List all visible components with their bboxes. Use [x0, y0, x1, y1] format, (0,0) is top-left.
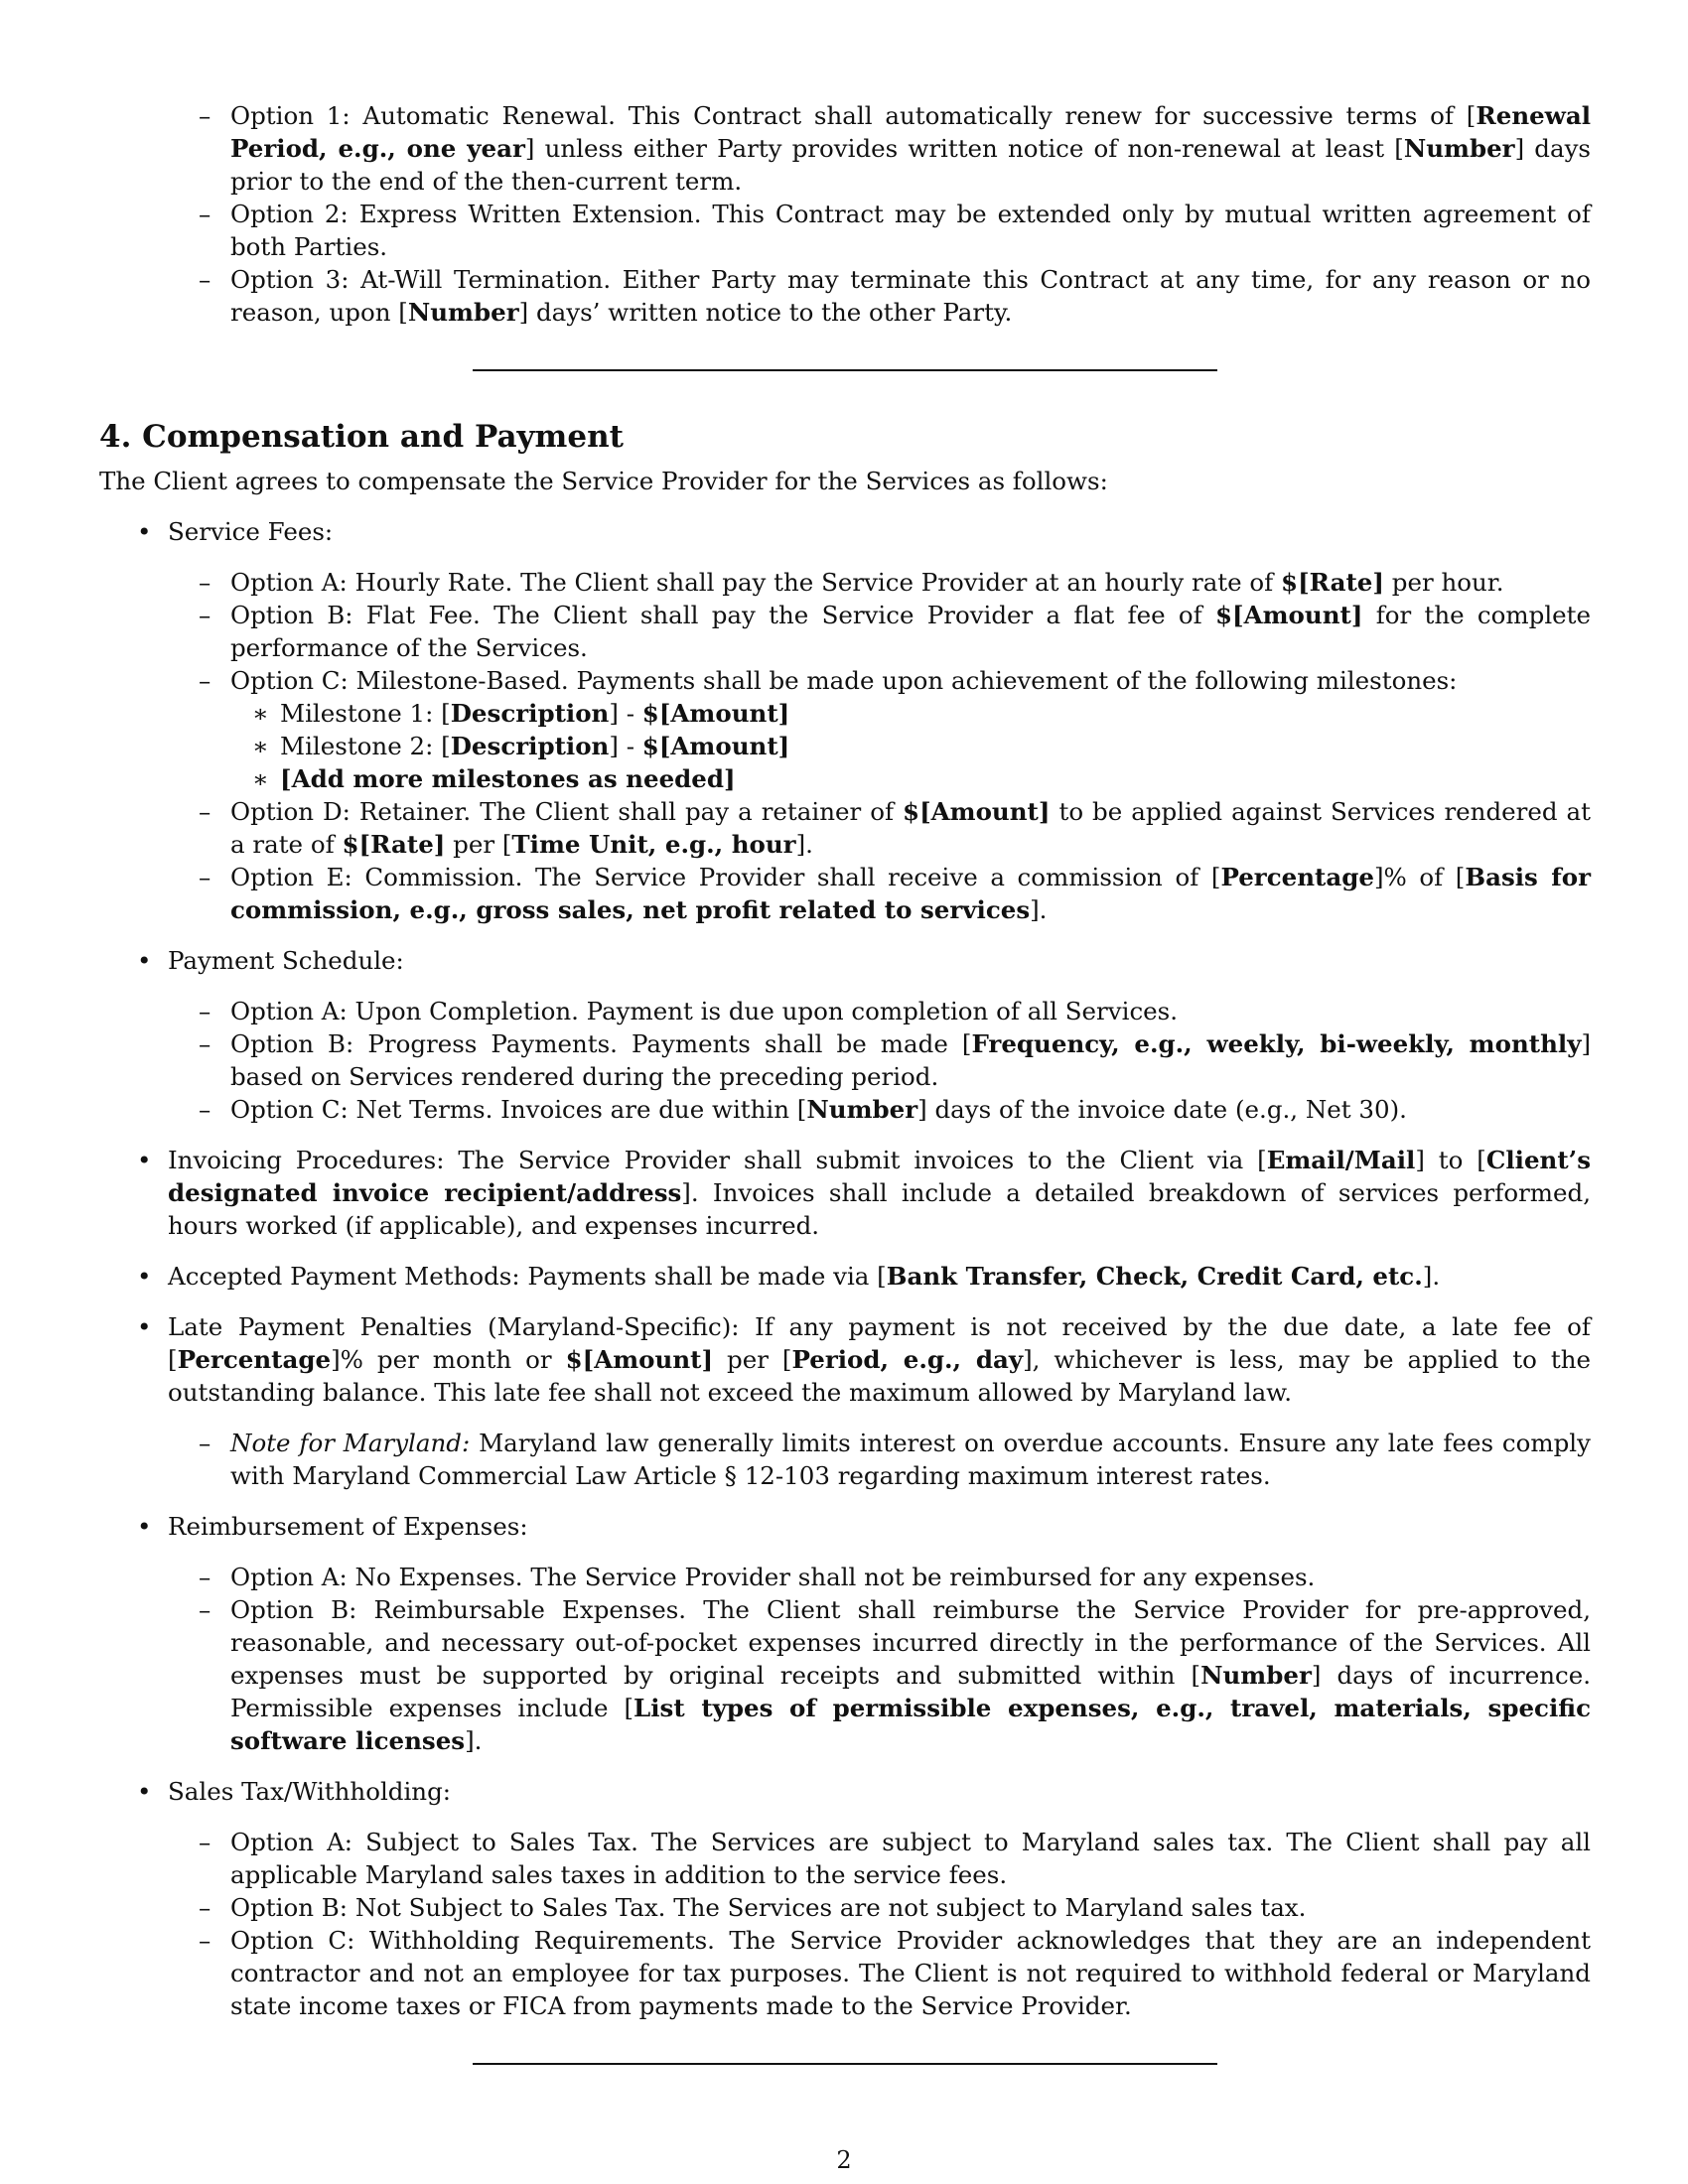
reimbursement-item: • Reimbursement of Expenses:	[137, 1512, 528, 1541]
reimbursement-option-a: – Option A: No Expenses. The Service Provider shall not be reimbursed for any expenses.	[199, 1563, 1316, 1591]
service-fees-option-a: – Option A: Hourly Rate. The Client shall pay the Service Provider at an hourly rate of $[Rate] per hour.	[199, 568, 1504, 597]
late-payment-item: • Late Payment Penalties (Maryland-Specific): If any payment is not received by the due date, a late fee of [Percentage]% per month or $[Amount] per [Period, e.g., day], whichever is less, may be applied to the outstanding balance. This late fee shall not exceed the maximum allowed by Maryland law.	[137, 1312, 1592, 1407]
milestone-more: ∗ [Add more milestones as needed]	[252, 764, 736, 793]
milestone-1: ∗ Milestone 1: [Description] - $[Amount]	[252, 699, 790, 728]
maryland-note: – Note for Maryland: Maryland law generally limits interest on overdue accounts. Ensure any late fees comply with Maryland Commercial Law Article § 12-103 regarding maximum interest rates.	[199, 1429, 1591, 1490]
section-heading: 4. Compensation and Payment	[99, 419, 624, 455]
sales-tax-option-c: – Option C: Withholding Requirements. The Service Provider acknowledges that they are an independent contractor and not an employee for tax purposes. The Client is not required to withhold federal or Maryland state income taxes or FICA from payments made to the Service Provider.	[199, 1926, 1591, 2020]
section-divider-bottom	[473, 2063, 1217, 2065]
service-fees-option-d: – Option D: Retainer. The Client shall pay a retainer of $[Amount] to be applied against Services rendered at a rate of $[Rate] per [Time Unit, e.g., hour].	[199, 797, 1591, 859]
payment-schedule-item: • Payment Schedule:	[137, 946, 404, 975]
renewal-option-2: – Option 2: Express Written Extension. This Contract may be extended only by mutual written agreement of both Parties.	[199, 200, 1591, 261]
sales-tax-option-b: – Option B: Not Subject to Sales Tax. The Services are not subject to Maryland sales tax.	[199, 1893, 1307, 1922]
section-intro: The Client agrees to compensate the Service Provider for the Services as follows:	[99, 467, 1108, 495]
payment-schedule-option-a: – Option A: Upon Completion. Payment is due upon completion of all Services.	[199, 997, 1179, 1025]
renewal-option-1: – Option 1: Automatic Renewal. This Contract shall automatically renew for successive terms of [Renewal Period, e.g., one year] unless either Party provides written notice of non-renewal at least [Number] days prior to the end of the then-current term.	[199, 101, 1591, 196]
payment-schedule-option-b: – Option B: Progress Payments. Payments shall be made [Frequency, e.g., weekly, bi-weekly, monthly] based on Services rendered during the preceding period.	[199, 1029, 1591, 1091]
document-page	[99, 99, 1591, 2065]
sales-tax-item: • Sales Tax/Withholding:	[137, 1777, 452, 1806]
service-fees-item: • Service Fees:	[137, 517, 334, 546]
milestone-2: ∗ Milestone 2: [Description] - $[Amount]	[252, 732, 790, 760]
sales-tax-option-a: – Option A: Subject to Sales Tax. The Services are subject to Maryland sales tax. The Client shall pay all applicable Maryland sales taxes in addition to the service fees.	[199, 1828, 1591, 1889]
renewal-option-3: – Option 3: At-Will Termination. Either Party may terminate this Contract at any time, for any reason or no reason, upon [Number] days’ written notice to the other Party.	[199, 265, 1591, 327]
payment-schedule-option-c: – Option C: Net Terms. Invoices are due within [Number] days of the invoice date (e.g., Net 30).	[199, 1095, 1407, 1124]
service-fees-option-c: – Option C: Milestone-Based. Payments shall be made upon achievement of the following milestones:	[199, 666, 1458, 695]
payment-methods-item: • Accepted Payment Methods: Payments shall be made via [Bank Transfer, Check, Credit Card, etc.].	[137, 1262, 1441, 1291]
service-fees-option-e: – Option E: Commission. The Service Provider shall receive a commission of [Percentage]% of [Basis for commission, e.g., gross sales, net profit related to services].	[199, 863, 1591, 924]
page-number: 2	[836, 2146, 852, 2174]
reimbursement-option-b: – Option B: Reimbursable Expenses. The Client shall reimburse the Service Provider for pre-approved, reasonable, and necessary out-of-pocket expenses incurred directly in the performance of the Services. All expenses must be supported by original receipts and submitted within [Number] days of incurrence. Permissible expenses include [List types of permissible expenses, e.g., travel, materials, specific software licenses].	[199, 1595, 1591, 1755]
invoicing-procedures-item: • Invoicing Procedures: The Service Provider shall submit invoices to the Client via [Email/Mail] to [Client’s designated invoice recipient/address]. Invoices shall include a detailed breakdown of services performed, hours worked (if applicable), and expenses incurred.	[137, 1146, 1591, 1240]
service-fees-option-b: – Option B: Flat Fee. The Client shall pay the Service Provider a flat fee of $[Amount] for the complete performance of the Services.	[199, 601, 1591, 662]
